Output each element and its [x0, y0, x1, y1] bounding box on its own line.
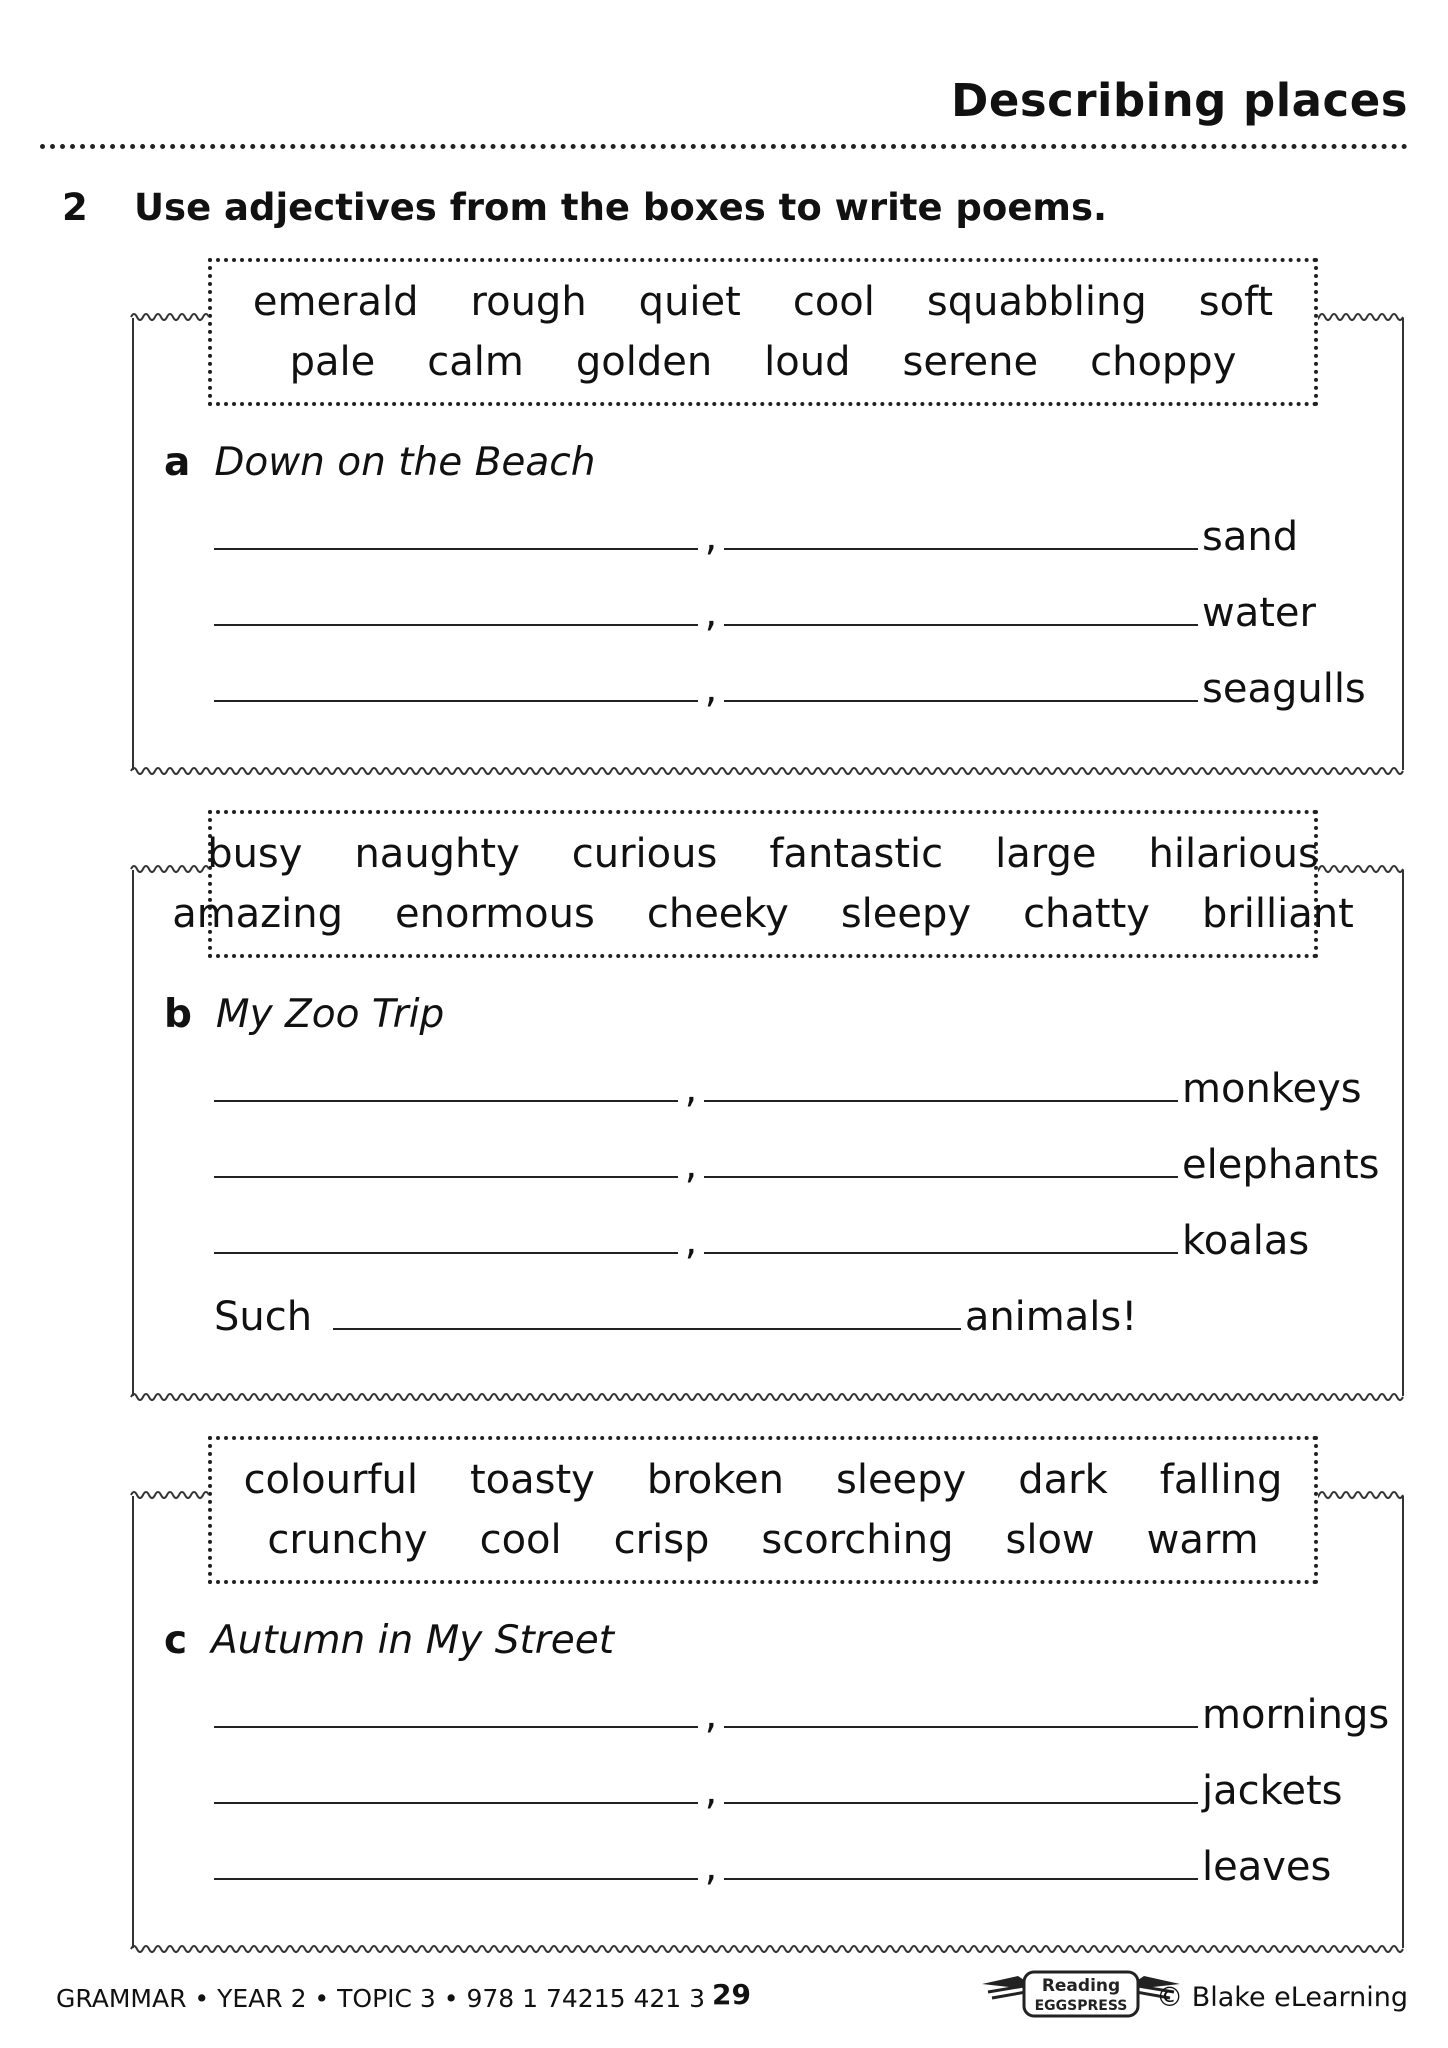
word-chip: pale [289, 339, 376, 385]
poem-title: Autumn in My Street [211, 1618, 615, 1663]
poem-line: , jackets [214, 1768, 1343, 1814]
word-chip: sleepy [835, 1457, 967, 1503]
page-title: Describing places [951, 74, 1408, 127]
word-chip: curious [571, 831, 718, 877]
poem-line: , water [214, 590, 1316, 636]
noun-label: jackets [1202, 1768, 1343, 1814]
word-chip: rough [470, 279, 587, 325]
poem-line: , leaves [214, 1844, 1331, 1890]
poem-heading-b [164, 992, 444, 1037]
wavy-bottom-edge [131, 1942, 1403, 1956]
word-chip: soft [1198, 279, 1274, 325]
poem-line: , seagulls [214, 666, 1366, 712]
word-chip: scorching [761, 1517, 954, 1563]
noun-label: leaves [1202, 1844, 1332, 1890]
answer-blank[interactable] [214, 1142, 678, 1178]
noun-label: koalas [1182, 1218, 1310, 1264]
answer-blank[interactable] [214, 590, 698, 626]
answer-blank[interactable] [214, 1218, 678, 1254]
word-chip: quiet [638, 279, 741, 325]
word-row-1 [207, 824, 1319, 884]
question-number: 2 [62, 186, 88, 229]
closing-prefix: Such [214, 1294, 313, 1340]
word-chip: fantastic [769, 831, 944, 877]
word-row-2 [172, 884, 1354, 944]
poem-line: , mornings [214, 1692, 1389, 1738]
poem-title: My Zoo Trip [215, 992, 445, 1037]
answer-blank[interactable] [704, 1142, 1178, 1178]
section-letter: b [164, 992, 192, 1037]
answer-blank[interactable] [704, 1066, 1178, 1102]
answer-blank[interactable] [214, 1066, 678, 1102]
word-chip: toasty [469, 1457, 595, 1503]
answer-blank[interactable] [724, 590, 1198, 626]
poem-line: , monkeys [214, 1066, 1362, 1112]
word-chip: colourful [243, 1457, 418, 1503]
answer-blank[interactable] [214, 1768, 698, 1804]
noun-label: seagulls [1202, 666, 1366, 712]
word-chip: choppy [1090, 339, 1237, 385]
word-chip: dark [1018, 1457, 1108, 1503]
poem-heading-c [164, 1618, 614, 1663]
poem-line: , sand [214, 514, 1298, 560]
poem-line: , elephants [214, 1142, 1379, 1188]
section-letter: c [164, 1618, 188, 1663]
word-row-1 [212, 1450, 1314, 1510]
word-chip: amazing [172, 891, 344, 937]
title-divider [40, 144, 1408, 149]
word-chip: calm [427, 339, 524, 385]
answer-blank[interactable] [333, 1294, 961, 1330]
word-chip: naughty [354, 831, 520, 877]
reading-eggspress-logo [978, 1962, 1184, 2024]
poem-line: , koalas [214, 1218, 1309, 1264]
word-chip: sleepy [840, 891, 972, 937]
noun-label: mornings [1202, 1692, 1390, 1738]
word-chip: squabbling [926, 279, 1147, 325]
word-chip: falling [1159, 1457, 1283, 1503]
word-chip: slow [1005, 1517, 1095, 1563]
word-row-2 [212, 332, 1314, 392]
answer-blank[interactable] [214, 1692, 698, 1728]
word-chip: hilarious [1148, 831, 1319, 877]
copyright: © Blake eLearning [1156, 1982, 1408, 2013]
word-chip: loud [764, 339, 851, 385]
word-chip: cool [479, 1517, 562, 1563]
word-box-a [208, 258, 1318, 406]
answer-blank[interactable] [704, 1218, 1178, 1254]
word-chip: cool [792, 279, 875, 325]
answer-blank[interactable] [214, 514, 698, 550]
poem-heading-a [164, 440, 595, 485]
noun-label: water [1202, 590, 1316, 636]
answer-blank[interactable] [724, 1844, 1198, 1880]
word-chip: serene [902, 339, 1039, 385]
word-chip: chatty [1023, 891, 1150, 937]
word-chip: crisp [613, 1517, 710, 1563]
question-instruction: Use adjectives from the boxes to write poems. [134, 186, 1108, 229]
noun-label: monkeys [1182, 1066, 1362, 1112]
word-box-b [172, 810, 1354, 958]
noun-label: elephants [1182, 1142, 1380, 1188]
answer-blank[interactable] [724, 1692, 1198, 1728]
word-chip: cheeky [646, 891, 789, 937]
wavy-bottom-edge [131, 764, 1403, 778]
closing-suffix: animals! [964, 1294, 1138, 1340]
word-box-c [208, 1436, 1318, 1584]
word-chip: golden [575, 339, 713, 385]
word-row-2 [212, 1510, 1314, 1570]
page-number: 29 [712, 1978, 751, 2011]
answer-blank[interactable] [724, 514, 1198, 550]
wavy-bottom-edge [131, 1390, 1403, 1404]
answer-blank[interactable] [214, 666, 698, 702]
word-chip: large [995, 831, 1097, 877]
word-chip: warm [1146, 1517, 1259, 1563]
word-chip: crunchy [267, 1517, 428, 1563]
word-chip: emerald [252, 279, 419, 325]
footer-book-info: GRAMMAR • YEAR 2 • TOPIC 3 • 978 1 74215 421 3 [56, 1984, 706, 2013]
word-chip: brilliant [1201, 891, 1354, 937]
answer-blank[interactable] [214, 1844, 698, 1880]
answer-blank[interactable] [724, 1768, 1198, 1804]
section-letter: a [164, 440, 191, 485]
logo-text-line1: Reading [1041, 1976, 1121, 1996]
word-row-1 [212, 272, 1314, 332]
word-chip: busy [207, 831, 303, 877]
poem-title: Down on the Beach [214, 440, 596, 485]
logo-text-line2: EGGSPRESS [1034, 1998, 1128, 2014]
word-chip: broken [646, 1457, 784, 1503]
poem-closing-line [214, 1294, 1137, 1340]
word-chip: enormous [395, 891, 595, 937]
answer-blank[interactable] [724, 666, 1198, 702]
noun-label: sand [1202, 514, 1299, 560]
